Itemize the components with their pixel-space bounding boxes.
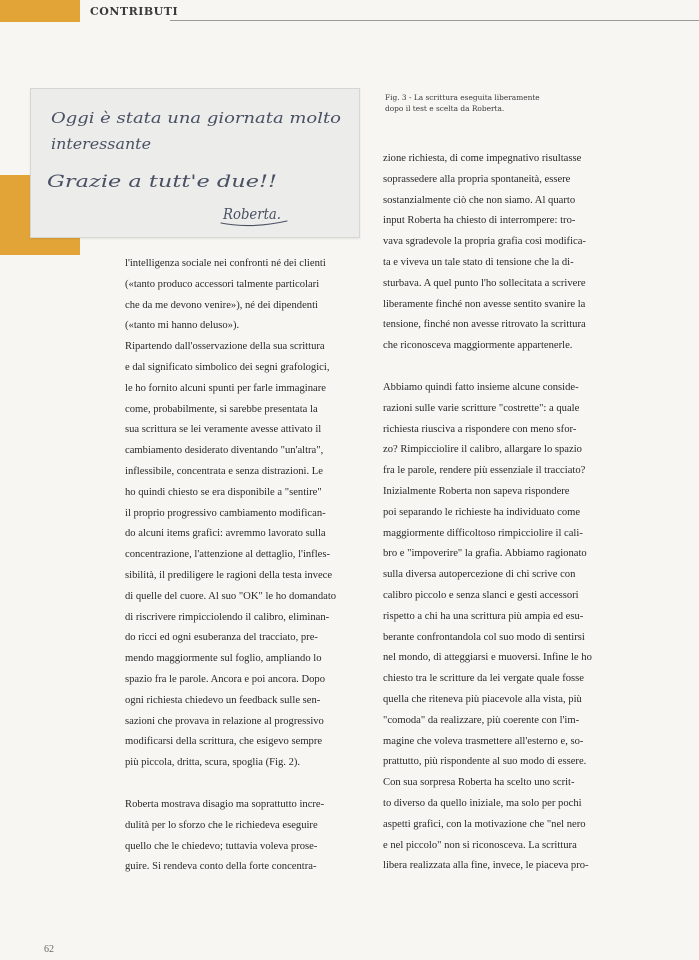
figure-caption [385, 92, 585, 114]
text-line: di quelle del cuore. Al suo "OK" le ho domandato [125, 590, 337, 602]
text-line: ho quindi chiesto se era disponibile a "sentire" [125, 486, 322, 498]
text-line: sazioni che provava in relazione al progressivo [125, 715, 324, 727]
text-line: come, probabilmente, si sarebbe presentata la [125, 403, 318, 415]
right-paragraph-2 [383, 378, 631, 877]
header-divider [170, 20, 699, 21]
text-line: sostanzialmente ciò che non siamo. Al quarto [383, 194, 576, 206]
text-line: («tanto mi hanno deluso»). [125, 320, 240, 332]
page-number: 62 [44, 944, 54, 955]
text-line: vava sgradevole la propria grafia così modifica- [383, 236, 586, 248]
text-line: do alcuni items grafici: avremmo lavorato sulla [125, 528, 326, 540]
text-line: Inizialmente Roberta non sapeva rispondere [383, 485, 570, 497]
text-line: libera realizzata alla fine, invece, le piaceva pro- [383, 860, 589, 872]
left-column [125, 254, 357, 878]
text-line: modificarsi della scrittura, che esigevo sempre [125, 736, 323, 748]
text-line: aspetti grafici, con la motivazione che "nel nero [383, 818, 586, 830]
text-line: sua scrittura se lei veramente avesse attivato il [125, 424, 322, 436]
text-line: zo? Rimpicciolire il calibro, allargare lo spazio [383, 444, 582, 456]
text-line: concentrazione, l'attenzione al dettaglio, l'infles- [125, 549, 331, 561]
text-line: le ho fornito alcuni spunti per farle immaginare [125, 382, 326, 394]
text-line: cambiamento desiderato diventando "un'altra", [125, 445, 324, 457]
text-line: Roberta mostrava disagio ma soprattutto incre- [125, 798, 325, 810]
text-line: poi separando le richieste ha individuato come [383, 506, 581, 518]
text-line: inflessibile, concentrata e senza distrazioni. Le [125, 465, 323, 477]
text-line: («tanto produco accessori talmente particolari [125, 278, 320, 290]
text-line: guire. Si rendeva conto della forte concentra- [125, 861, 317, 873]
caption-line: dopo il test e scelta da Roberta. [385, 104, 505, 113]
text-line: Abbiamo quindi fatto insieme alcune conside- [383, 381, 579, 393]
text-line: prattutto, più rispondente al suo modo di essere. [383, 756, 587, 768]
handwriting-line-3: Grazie a tutt'e due!! [47, 172, 277, 192]
text-line: il proprio progressivo cambiamento modifican- [125, 507, 326, 519]
text-line: rispetto a chi ha una scrittura più ampia ed esu- [383, 610, 584, 622]
text-line: Con sua sorpresa Roberta ha scelto uno scrit- [383, 777, 575, 789]
text-line: soprassedere alla propria spontaneità, essere [383, 173, 571, 185]
text-line: ogni richiesta chiedevo un feedback sulle sen- [125, 694, 321, 706]
text-line: dulità per lo sforzo che le richiedeva eseguire [125, 819, 318, 831]
handwriting-figure [30, 88, 360, 238]
caption-line: Fig. 3 - La scrittura eseguita liberamente [385, 93, 540, 102]
text-line: quello che le chiedevo; tuttavia voleva prose- [125, 840, 318, 852]
text-line: liberamente finché non avesse sentito svanire la [383, 298, 586, 310]
text-line: sturbava. A quel punto l'ho sollecitata a scrivere [383, 277, 586, 289]
text-line: e nel piccolo" non si riconosceva. La scrittura [383, 839, 577, 851]
left-paragraph-1 [125, 254, 357, 774]
text-line: nel mondo, di atteggiarsi e muoversi. Infine le ho [383, 652, 592, 664]
text-line: chiesto tra le scritture da lei vergate quale fosse [383, 673, 585, 685]
section-title: CONTRIBUTI [90, 5, 179, 18]
text-line: tensione, finché non avesse ritrovato la scrittura [383, 319, 586, 331]
text-line: razioni sulle varie scritture "costrette": a quale [383, 402, 580, 414]
text-line: e dal significato simbolico dei segni grafologici, [125, 361, 330, 373]
text-line: richiesta riusciva a rispondere con meno sfor- [383, 423, 577, 435]
text-line: ta e viveva un tale stato di tensione che la di- [383, 256, 574, 268]
text-line: bro e "impoverire" la grafia. Abbiamo ragionato [383, 548, 587, 560]
text-line: maggiormente difficoltoso rimpicciolire il cali- [383, 527, 583, 539]
text-line: to diverso da quello iniziale, ma solo per pochi [383, 797, 582, 809]
text-line: mendo maggiormente sul foglio, ampliando lo [125, 653, 322, 665]
text-line: sulla diversa autopercezione di chi scrive con [383, 569, 576, 581]
text-line: l'intelligenza sociale nei confronti né dei clienti [125, 258, 326, 269]
text-line: quella che riteneva più piacevole alla vista, più [383, 693, 582, 705]
left-paragraph-2 [125, 795, 357, 878]
handwriting-line-2: interessante [51, 135, 152, 153]
text-line: input Roberta ha chiesto di interrompere: tro- [383, 215, 576, 227]
text-line: "comoda" da realizzare, più coerente con l'im- [383, 714, 580, 726]
text-line: spazio fra le parole. Ancora e poi ancora. Dopo [125, 673, 326, 685]
text-line: do ricci ed ogni esuberanza del tracciato, pre- [125, 632, 318, 644]
right-column [383, 149, 631, 877]
text-line: Ripartendo dall'osservazione della sua scrittura [125, 341, 325, 353]
text-line: sibilità, il prediligere le ragioni della testa invece [125, 569, 333, 581]
text-line: zione richiesta, di come impegnativo risultasse [383, 153, 582, 164]
handwriting-signature: Roberta. [222, 205, 281, 223]
text-line: di riscrivere rimpicciolendo il calibro, eliminan- [125, 611, 330, 623]
text-line: calibro piccolo e senza slanci e gesti accessori [383, 589, 579, 601]
text-line: fra le parole, rendere più essenziale il tracciato? [383, 465, 586, 477]
handwriting-line-1: Oggi è stata una giornata molto [51, 109, 341, 127]
text-line: magine che voleva trasmettere all'esterno e, so- [383, 735, 584, 747]
text-line: più piccola, dritta, scura, spoglia (Fig. 2). [125, 757, 301, 769]
text-line: che da me devono venire»), né dei dipendenti [125, 299, 318, 311]
text-line: berante confrontandola col suo modo di sentirsi [383, 631, 585, 643]
handwriting-svg [31, 89, 361, 239]
right-paragraph-1 [383, 149, 631, 357]
section-accent-bar [0, 0, 80, 22]
text-line: che riconosceva maggiormente appartenerle. [383, 340, 573, 352]
